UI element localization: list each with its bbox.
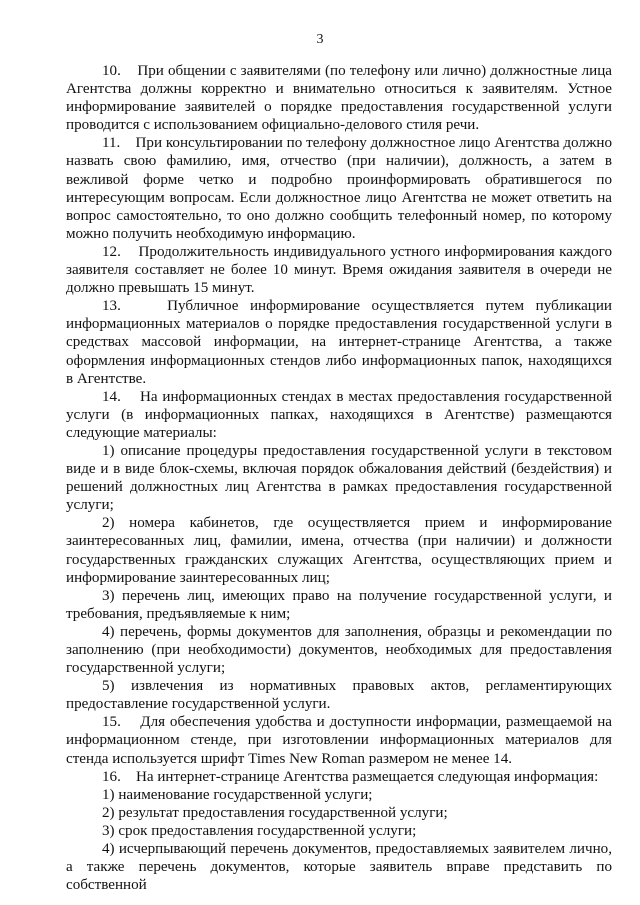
list-item-14-4: 4) перечень, формы документов для заполнения, образцы и рекомендации по заполнению (при необходимости) документов, необходимых для предоставления государственной услуги; xyxy=(66,623,612,677)
paragraph-13: 13. Публичное информирование осуществляется путем публикации информационных материалов о порядке предоставления государственной услуги в средствах массовой информации, на интернет-странице Агентства, а также оформления информационных стендов либо информационных папок, находящихся в Агентстве. xyxy=(66,298,612,387)
list-item-14-1: 1) описание процедуры предоставления государственной услуги в текстовом виде и в виде блок-схемы, включая порядок обжалования действий (бездействия) и решений должностных лиц Агентства в рамках предоставления государственной услуги; xyxy=(66,442,612,514)
list-item-14-3: 3) перечень лиц, имеющих право на получение государственной услуги, и требования, предъявляемые к ним; xyxy=(66,587,612,622)
paragraph-15: 15. Для обеспечения удобства и доступности информации, размещаемой на информационном стенде, при изготовлении информационных материалов для стенда используется шрифт Times New Roman размером не менее 14. xyxy=(66,714,612,767)
page-number: 3 xyxy=(316,32,324,47)
paragraph-16: 16. На интернет-странице Агентства размещается следующая информация: xyxy=(102,768,599,785)
paragraph-10: 10. При общении с заявителями (по телефону или лично) должностные лица Агентства должны корректно и внимательно относиться к заявителям. Устное информирование заявителей о порядке предоставления государственной услуги проводится с использованием официально-делового стиля речи. xyxy=(66,63,612,134)
paragraph-12: 12. Продолжительность индивидуального устного информирования каждого заявителя составляет не более 10 минут. Время ожидания заявителя в очереди не должно превышать 15 минут. xyxy=(66,243,612,297)
paragraph-11: 11. При консультировании по телефону должностное лицо Агентства должно назвать свою фамилию, имя, отчество (при наличии), должность, а затем в вежливой форме четко и подробно проинформировать обратившегося по интересующим вопросам. Если должностное лицо Агентства не может ответить на вопрос самостоятельно, то оно должно сообщить телефонный номер, по которому можно получить необходимую информацию. xyxy=(66,135,612,242)
list-item-16-3: 3) срок предоставления государственной услуги; xyxy=(102,822,417,839)
list-item-16-2: 2) результат предоставления государственной услуги; xyxy=(102,804,448,821)
document-body xyxy=(66,62,612,894)
paragraph-14: 14. На информационных стендах в местах предоставления государственной услуги (в информационных папках, находящихся в Агентстве) размещаются следующие материалы: xyxy=(66,388,612,441)
list-item-16-4: 4) исчерпывающий перечень документов, предоставляемых заявителем лично, а также перечень документов, которые заявитель вправе представить по собственной xyxy=(66,841,612,894)
list-item-14-5: 5) извлечения из нормативных правовых актов, регламентирующих предоставление государственной услуги. xyxy=(66,678,612,713)
list-item-16-1: 1) наименование государственной услуги; xyxy=(102,786,373,803)
list-item-14-2: 2) номера кабинетов, где осуществляется прием и информирование заинтересованных лиц, фамилии, имена, отчества (при наличии) и должности государственных гражданских служащих Агентства, осуществляющих прием и информирование заинтересованных лиц; xyxy=(66,515,612,586)
